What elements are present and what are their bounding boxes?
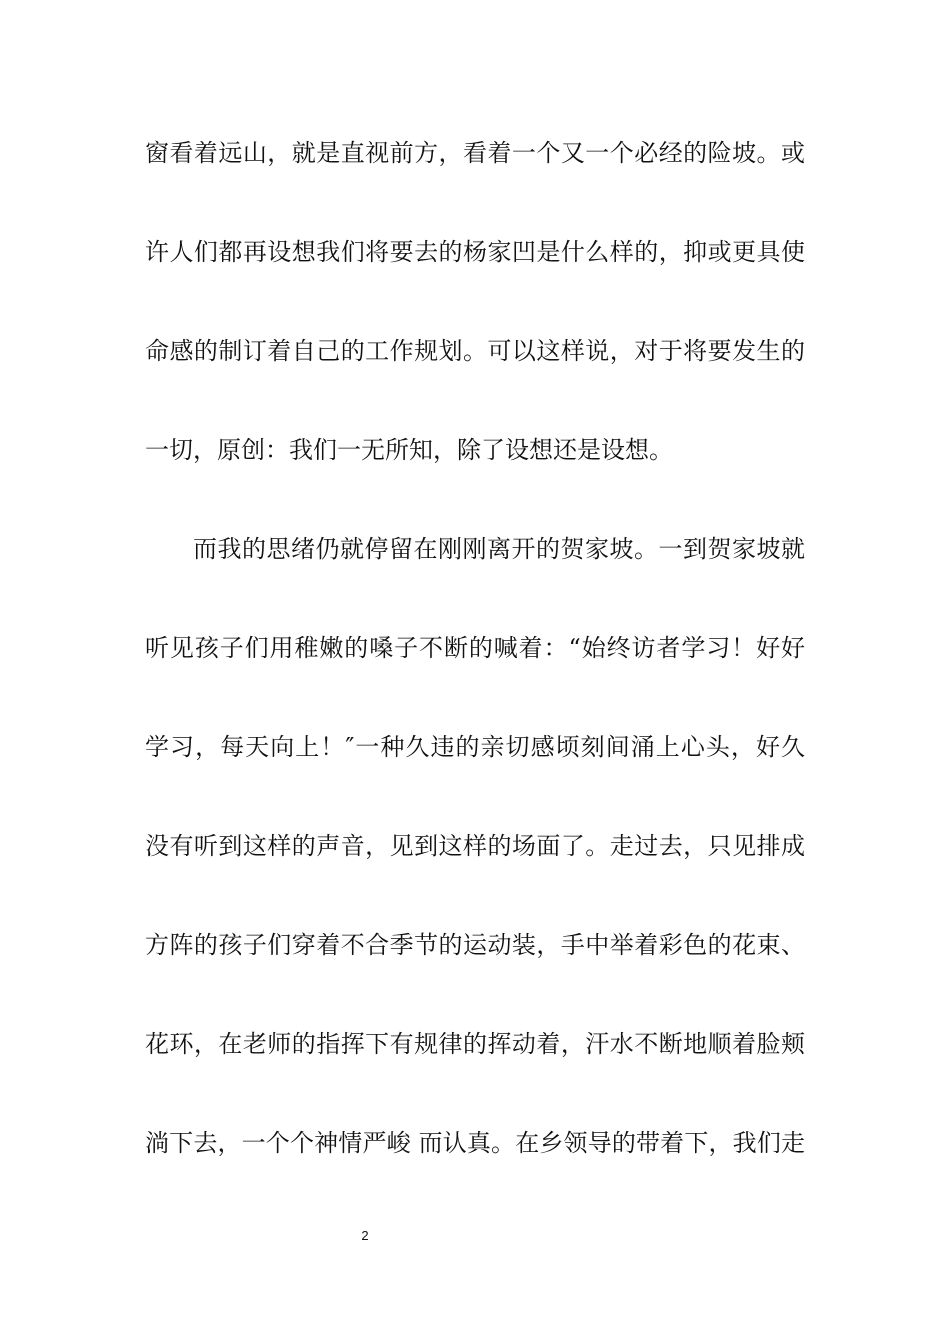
text-line-10: 花环，在老师的指挥下有规律的挥动着，汗水不断地顺着脸颊 (145, 1030, 805, 1058)
text-line-2: 许人们都再设想我们将要去的杨家凹是什么样的，抑或更具使 (145, 238, 805, 266)
text-line-4: 一切，原创：我们一无所知，除了设想还是设想。 (145, 436, 673, 464)
text-line-5: 而我的思绪仍就停留在刚刚离开的贺家坡。一到贺家坡就 (193, 535, 805, 563)
text-line-6: 听见孩子们用稚嫩的嗓子不断的喊着：“始终访者学习！好好 (145, 634, 805, 662)
text-line-9: 方阵的孩子们穿着不合季节的运动装，手中举着彩色的花束、 (145, 931, 805, 959)
text-line-7: 学习，每天向上！″一种久违的亲切感顷刻间涌上心头，好久 (145, 733, 805, 761)
text-line-3: 命感的制订着自己的工作规划。可以这样说，对于将要发生的 (145, 337, 805, 365)
text-line-11: 淌下去，一个个神情严峻 而认真。在乡领导的带着下，我们走 (145, 1129, 805, 1157)
text-line-8: 没有听到这样的声音，见到这样的场面了。走过去，只见排成 (145, 832, 805, 860)
page-number: 2 (361, 1228, 369, 1243)
text-line-1: 窗看着远山，就是直视前方，看着一个又一个必经的险坡。或 (145, 139, 805, 167)
